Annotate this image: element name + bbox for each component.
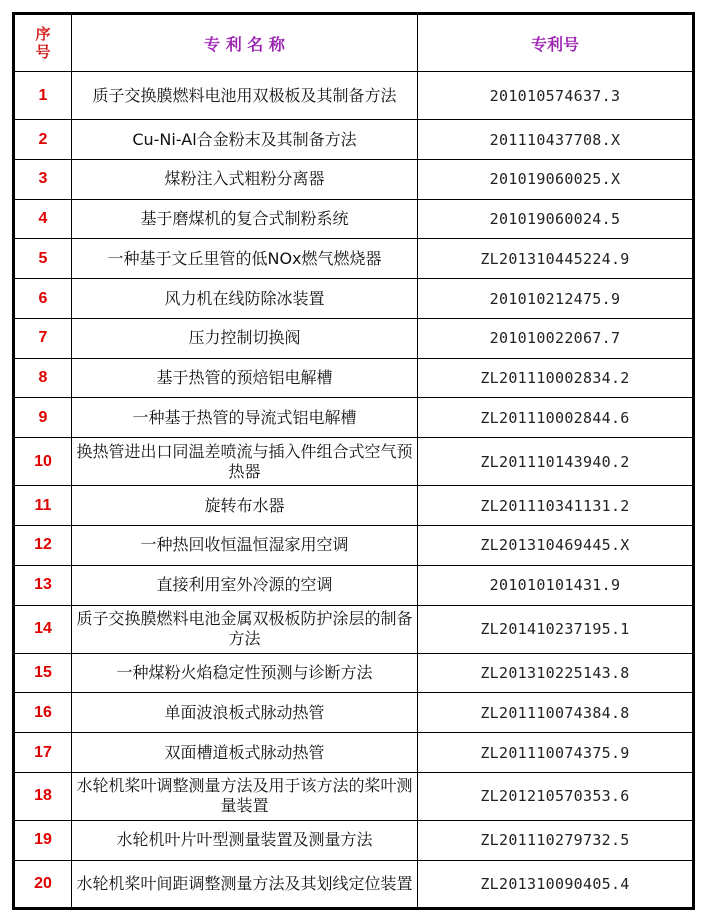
row-patent-name: 水轮机桨叶调整测量方法及用于该方法的桨叶测量装置 xyxy=(72,772,418,820)
row-seq-number: 16 xyxy=(14,693,72,733)
row-patent-number: 201010574637.3 xyxy=(418,72,694,120)
table-body xyxy=(14,72,694,909)
row-seq-number: 10 xyxy=(14,438,72,486)
row-patent-number: ZL201410237195.1 xyxy=(418,605,694,653)
row-seq-number: 20 xyxy=(14,860,72,908)
row-seq-number: 3 xyxy=(14,159,72,199)
patent-table xyxy=(12,12,695,910)
row-patent-name: 质子交换膜燃料电池金属双极板防护涂层的制备方法 xyxy=(72,605,418,653)
header-seq-label: 序 号 xyxy=(35,25,51,61)
row-patent-number: 201110437708.X xyxy=(418,120,694,160)
row-seq-number: 15 xyxy=(14,653,72,693)
row-patent-number: ZL201310090405.4 xyxy=(418,860,694,908)
row-seq-number: 6 xyxy=(14,279,72,319)
row-seq-number: 8 xyxy=(14,358,72,398)
table-row xyxy=(14,239,694,279)
table-row xyxy=(14,693,694,733)
row-patent-name: 一种煤粉火焰稳定性预测与诊断方法 xyxy=(72,653,418,693)
row-patent-name: 一种基于文丘里管的低NOx燃气燃烧器 xyxy=(72,239,418,279)
table-row xyxy=(14,605,694,653)
row-patent-name: 基于磨煤机的复合式制粉系统 xyxy=(72,199,418,239)
row-patent-name: 一种热回收恒温恒湿家用空调 xyxy=(72,526,418,566)
table-row xyxy=(14,199,694,239)
row-patent-number: ZL201110341131.2 xyxy=(418,486,694,526)
table-row xyxy=(14,526,694,566)
row-patent-number: 201010101431.9 xyxy=(418,565,694,605)
row-seq-number: 4 xyxy=(14,199,72,239)
row-patent-number: ZL201310225143.8 xyxy=(418,653,694,693)
row-patent-number: ZL201110279732.5 xyxy=(418,821,694,861)
row-seq-number: 11 xyxy=(14,486,72,526)
row-seq-number: 18 xyxy=(14,772,72,820)
row-patent-name: 双面槽道板式脉动热管 xyxy=(72,733,418,773)
row-seq-number: 17 xyxy=(14,733,72,773)
header-name-label: 专 利 名 称 xyxy=(204,34,285,54)
row-patent-name: 换热管进出口同温差喷流与插入件组合式空气预热器 xyxy=(72,438,418,486)
row-patent-name: 压力控制切换阀 xyxy=(72,318,418,358)
row-patent-number: ZL201110143940.2 xyxy=(418,438,694,486)
header-number xyxy=(418,14,694,72)
row-patent-name: 旋转布水器 xyxy=(72,486,418,526)
row-seq-number: 5 xyxy=(14,239,72,279)
header-seq xyxy=(14,14,72,72)
header-name xyxy=(72,14,418,72)
row-seq-number: 19 xyxy=(14,821,72,861)
row-patent-number: 201010212475.9 xyxy=(418,279,694,319)
row-seq-number: 2 xyxy=(14,120,72,160)
row-seq-number: 12 xyxy=(14,526,72,566)
table-row xyxy=(14,159,694,199)
row-patent-name: 单面波浪板式脉动热管 xyxy=(72,693,418,733)
row-patent-number: 201010022067.7 xyxy=(418,318,694,358)
table-row xyxy=(14,72,694,120)
row-patent-name: 一种基于热管的导流式铝电解槽 xyxy=(72,398,418,438)
row-patent-number: ZL201110002834.2 xyxy=(418,358,694,398)
row-patent-number: ZL201110074384.8 xyxy=(418,693,694,733)
table-row xyxy=(14,120,694,160)
table-row xyxy=(14,733,694,773)
row-seq-number: 9 xyxy=(14,398,72,438)
row-patent-number: 201019060024.5 xyxy=(418,199,694,239)
table-row xyxy=(14,821,694,861)
row-patent-number: ZL201310469445.X xyxy=(418,526,694,566)
table-row xyxy=(14,279,694,319)
row-patent-name: 风力机在线防除冰装置 xyxy=(72,279,418,319)
row-patent-name: 基于热管的预焙铝电解槽 xyxy=(72,358,418,398)
row-patent-number: ZL201210570353.6 xyxy=(418,772,694,820)
row-patent-number: ZL201110002844.6 xyxy=(418,398,694,438)
table-row xyxy=(14,565,694,605)
row-seq-number: 13 xyxy=(14,565,72,605)
patent-table-container xyxy=(12,12,692,910)
row-seq-number: 7 xyxy=(14,318,72,358)
table-row xyxy=(14,772,694,820)
table-row xyxy=(14,398,694,438)
row-patent-number: ZL201110074375.9 xyxy=(418,733,694,773)
row-seq-number: 1 xyxy=(14,72,72,120)
row-patent-name: 煤粉注入式粗粉分离器 xyxy=(72,159,418,199)
table-row xyxy=(14,653,694,693)
row-patent-name: 水轮机桨叶间距调整测量方法及其划线定位装置 xyxy=(72,860,418,908)
table-row xyxy=(14,486,694,526)
table-row xyxy=(14,358,694,398)
row-patent-number: ZL201310445224.9 xyxy=(418,239,694,279)
table-row xyxy=(14,438,694,486)
table-row xyxy=(14,860,694,908)
header-number-label: 专利号 xyxy=(530,34,579,54)
row-patent-number: 201019060025.X xyxy=(418,159,694,199)
row-patent-name: Cu-Ni-Al合金粉末及其制备方法 xyxy=(72,120,418,160)
table-header-row xyxy=(14,14,694,72)
row-seq-number: 14 xyxy=(14,605,72,653)
row-patent-name: 水轮机叶片叶型测量装置及测量方法 xyxy=(72,821,418,861)
table-row xyxy=(14,318,694,358)
row-patent-name: 直接利用室外冷源的空调 xyxy=(72,565,418,605)
row-patent-name: 质子交换膜燃料电池用双极板及其制备方法 xyxy=(72,72,418,120)
